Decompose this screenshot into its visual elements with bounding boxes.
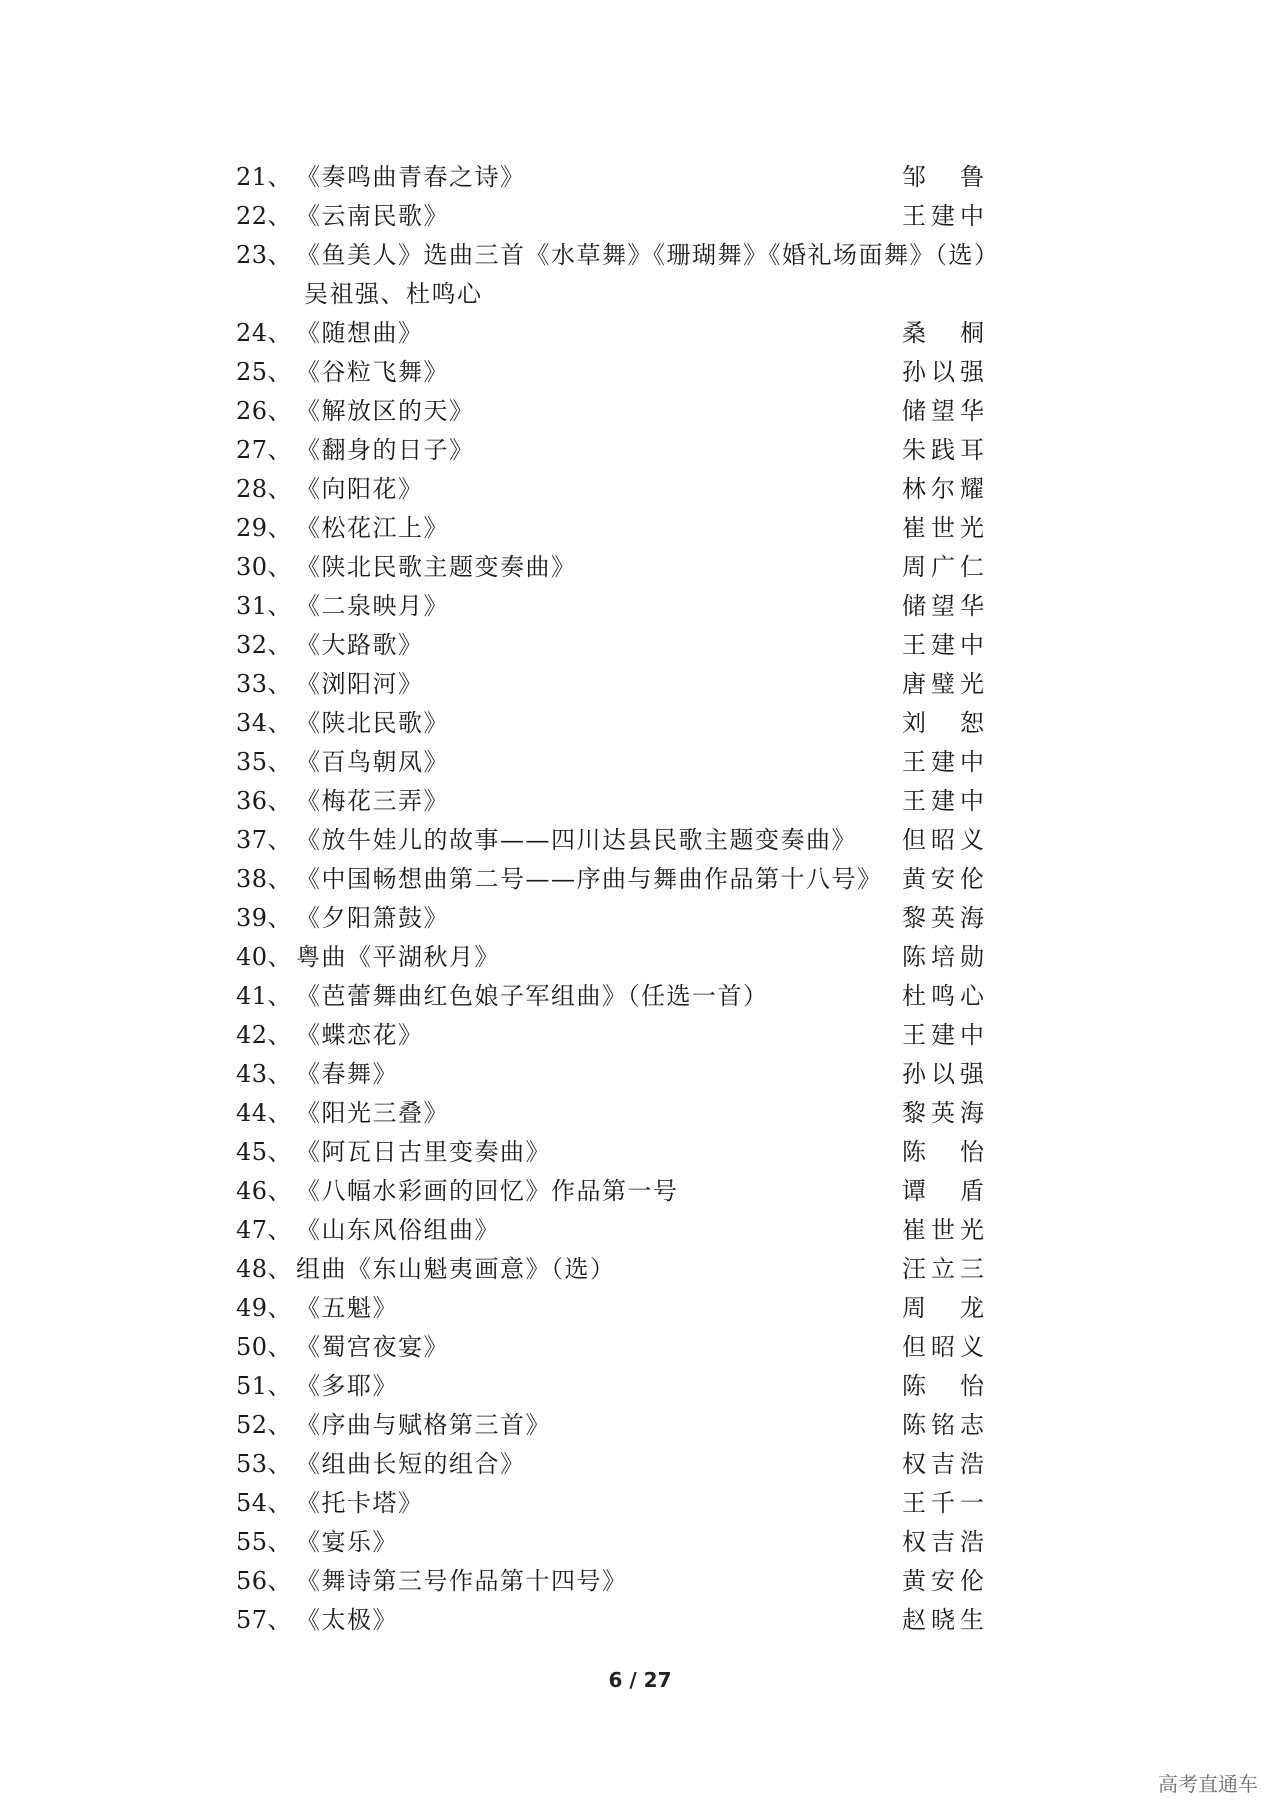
entry-composer: 刘 恕 xyxy=(902,709,984,737)
list-item xyxy=(236,587,1056,626)
entry-number: 33、 xyxy=(236,670,293,698)
entry-title: 《阿瓦日古里变奏曲》 xyxy=(296,1138,551,1166)
entry-composer: 黄安伦 xyxy=(902,1567,984,1595)
entry-number: 24、 xyxy=(236,319,293,347)
entry-title: 《八幅水彩画的回忆》作品第一号 xyxy=(296,1177,679,1205)
entry-composer: 权吉浩 xyxy=(902,1528,984,1556)
list-item xyxy=(236,158,1056,197)
entry-title: 《梅花三弄》 xyxy=(296,787,449,815)
list-item xyxy=(236,938,1056,977)
entry-number: 38、 xyxy=(236,865,293,893)
entry-number: 40、 xyxy=(236,943,293,971)
entry-composer: 林尔耀 xyxy=(902,475,984,503)
entry-title: 《解放区的天》 xyxy=(296,397,475,425)
entry-title: 《蜀宫夜宴》 xyxy=(296,1333,449,1361)
list-item xyxy=(236,353,1056,392)
entry-composer: 储望华 xyxy=(902,592,984,620)
entry-composer: 朱践耳 xyxy=(902,436,984,464)
list-item xyxy=(236,1211,1056,1250)
list-item xyxy=(236,1055,1056,1094)
entry-number: 55、 xyxy=(236,1528,293,1556)
entry-title: 《阳光三叠》 xyxy=(296,1099,449,1127)
entry-number: 22、 xyxy=(236,202,293,230)
entry-composer: 王建中 xyxy=(902,748,984,776)
entry-composer: 陈铭志 xyxy=(902,1411,984,1439)
entry-composer: 汪立三 xyxy=(902,1255,984,1283)
entry-title: 《宴乐》 xyxy=(296,1528,398,1556)
entry-composer: 王千一 xyxy=(902,1489,984,1517)
list-item xyxy=(236,1406,1056,1445)
entry-number: 35、 xyxy=(236,748,293,776)
entry-composer: 王建中 xyxy=(902,1021,984,1049)
list-item xyxy=(236,431,1056,470)
entry-number: 47、 xyxy=(236,1216,293,1244)
entry-composer: 黎英海 xyxy=(902,1099,984,1127)
entry-title: 《百鸟朝凤》 xyxy=(296,748,449,776)
entry-title: 粤曲《平湖秋月》 xyxy=(296,943,500,971)
entry-title: 《陕北民歌主题变奏曲》 xyxy=(296,553,577,581)
list-item xyxy=(236,509,1056,548)
entry-title: 《五魁》 xyxy=(296,1294,398,1322)
entry-composer: 唐璧光 xyxy=(902,670,984,698)
entry-number: 49、 xyxy=(236,1294,293,1322)
list-item xyxy=(236,236,1056,275)
entry-composer: 邹 鲁 xyxy=(902,163,984,191)
entry-number: 23、 xyxy=(236,241,293,269)
list-item xyxy=(236,1484,1056,1523)
list-item xyxy=(236,626,1056,665)
entry-number: 28、 xyxy=(236,475,293,503)
list-item xyxy=(236,470,1056,509)
entry-number: 41、 xyxy=(236,982,293,1010)
list-item xyxy=(236,743,1056,782)
list-item xyxy=(236,665,1056,704)
list-item xyxy=(236,704,1056,743)
entry-number: 56、 xyxy=(236,1567,293,1595)
entry-composer: 谭 盾 xyxy=(902,1177,984,1205)
entry-number: 48、 xyxy=(236,1255,293,1283)
entry-number: 34、 xyxy=(236,709,293,737)
page-number: 6 / 27 xyxy=(608,1668,672,1692)
entry-title: 《多耶》 xyxy=(296,1372,398,1400)
entry-title: 《谷粒飞舞》 xyxy=(296,358,449,386)
list-item xyxy=(236,1016,1056,1055)
entry-number: 29、 xyxy=(236,514,293,542)
entry-composer: 孙以强 xyxy=(902,1060,984,1088)
watermark-text: 高考直通车 xyxy=(1158,1772,1258,1796)
entry-composer: 杜鸣心 xyxy=(902,982,984,1010)
entry-composer: 孙以强 xyxy=(902,358,984,386)
entry-title: 《太极》 xyxy=(296,1606,398,1634)
list-item xyxy=(236,314,1056,353)
entry-composer-continuation: 吴祖强、杜鸣心 xyxy=(304,280,483,308)
entry-title: 《随想曲》 xyxy=(296,319,424,347)
entry-title: 《奏鸣曲青春之诗》 xyxy=(296,163,526,191)
list-item xyxy=(236,1367,1056,1406)
entry-title: 《浏阳河》 xyxy=(296,670,424,698)
list-item xyxy=(236,1133,1056,1172)
entry-composer: 但昭义 xyxy=(902,826,984,854)
entry-composer: 崔世光 xyxy=(902,514,984,542)
entry-number: 37、 xyxy=(236,826,293,854)
entry-number: 44、 xyxy=(236,1099,293,1127)
entry-composer: 陈培勋 xyxy=(902,943,984,971)
entry-number: 46、 xyxy=(236,1177,293,1205)
entry-composer: 陈 怡 xyxy=(902,1138,984,1166)
list-item xyxy=(236,1601,1056,1640)
entry-composer: 黎英海 xyxy=(902,904,984,932)
entry-title: 《夕阳箫鼓》 xyxy=(296,904,449,932)
entry-title: 《翻身的日子》 xyxy=(296,436,475,464)
entry-title: 《松花江上》 xyxy=(296,514,449,542)
entry-title: 组曲《东山魁夷画意》（选） xyxy=(296,1255,616,1283)
entry-title: 《春舞》 xyxy=(296,1060,398,1088)
entry-title: 《中国畅想曲第二号——序曲与舞曲作品第十八号》 xyxy=(296,865,883,893)
entry-number: 51、 xyxy=(236,1372,293,1400)
entry-composer: 周广仁 xyxy=(902,553,984,581)
entry-title: 《陕北民歌》 xyxy=(296,709,449,737)
entry-title: 《序曲与赋格第三首》 xyxy=(296,1411,551,1439)
list-item xyxy=(236,782,1056,821)
list-item xyxy=(236,197,1056,236)
list-item xyxy=(236,392,1056,431)
list-item xyxy=(236,1523,1056,1562)
entry-number: 57、 xyxy=(236,1606,293,1634)
list-item xyxy=(236,899,1056,938)
entry-composer: 储望华 xyxy=(902,397,984,425)
list-item xyxy=(236,1250,1056,1289)
entry-composer: 权吉浩 xyxy=(902,1450,984,1478)
entry-number: 50、 xyxy=(236,1333,293,1361)
entry-number: 54、 xyxy=(236,1489,293,1517)
entry-number: 21、 xyxy=(236,163,293,191)
entry-composer: 陈 怡 xyxy=(902,1372,984,1400)
entry-title: 《芭蕾舞曲红色娘子军组曲》（任选一首） xyxy=(296,982,769,1010)
list-item xyxy=(236,1562,1056,1601)
entry-title: 《二泉映月》 xyxy=(296,592,449,620)
entry-number: 26、 xyxy=(236,397,293,425)
entry-number: 39、 xyxy=(236,904,293,932)
entry-number: 31、 xyxy=(236,592,293,620)
entry-composer: 桑 桐 xyxy=(902,319,984,347)
entry-composer: 黄安伦 xyxy=(902,865,984,893)
entry-title: 《云南民歌》 xyxy=(296,202,449,230)
entry-title: 《放牛娃儿的故事——四川达县民歌主题变奏曲》 xyxy=(296,826,857,854)
entry-number: 30、 xyxy=(236,553,293,581)
list-item xyxy=(236,977,1056,1016)
repertoire-list xyxy=(236,158,1056,1640)
entry-number: 27、 xyxy=(236,436,293,464)
entry-title: 《向阳花》 xyxy=(296,475,424,503)
entry-title: 《蝶恋花》 xyxy=(296,1021,424,1049)
entry-number: 32、 xyxy=(236,631,293,659)
entry-composer: 王建中 xyxy=(902,202,984,230)
entry-title: 《组曲长短的组合》 xyxy=(296,1450,526,1478)
entry-composer: 王建中 xyxy=(902,631,984,659)
list-item xyxy=(236,548,1056,587)
entry-number: 36、 xyxy=(236,787,293,815)
entry-title: 《大路歌》 xyxy=(296,631,424,659)
entry-title: 《山东风俗组曲》 xyxy=(296,1216,500,1244)
entry-number: 45、 xyxy=(236,1138,293,1166)
list-item xyxy=(236,1172,1056,1211)
entry-title: 《鱼美人》选曲三首《水草舞》《珊瑚舞》《婚礼场面舞》（选） xyxy=(296,241,1000,269)
entry-composer: 但昭义 xyxy=(902,1333,984,1361)
entry-title: 《托卡塔》 xyxy=(296,1489,424,1517)
list-item xyxy=(236,821,1056,860)
entry-number: 53、 xyxy=(236,1450,293,1478)
entry-composer: 王建中 xyxy=(902,787,984,815)
entry-number: 42、 xyxy=(236,1021,293,1049)
entry-title: 《舞诗第三号作品第十四号》 xyxy=(296,1567,628,1595)
list-item xyxy=(236,1289,1056,1328)
entry-number: 25、 xyxy=(236,358,293,386)
list-item xyxy=(236,1094,1056,1133)
entry-composer: 周 龙 xyxy=(902,1294,984,1322)
entry-number: 52、 xyxy=(236,1411,293,1439)
list-item xyxy=(236,860,1056,899)
entry-composer: 崔世光 xyxy=(902,1216,984,1244)
list-item xyxy=(236,1328,1056,1367)
entry-number: 43、 xyxy=(236,1060,293,1088)
list-item xyxy=(236,1445,1056,1484)
entry-composer: 赵晓生 xyxy=(902,1606,984,1634)
